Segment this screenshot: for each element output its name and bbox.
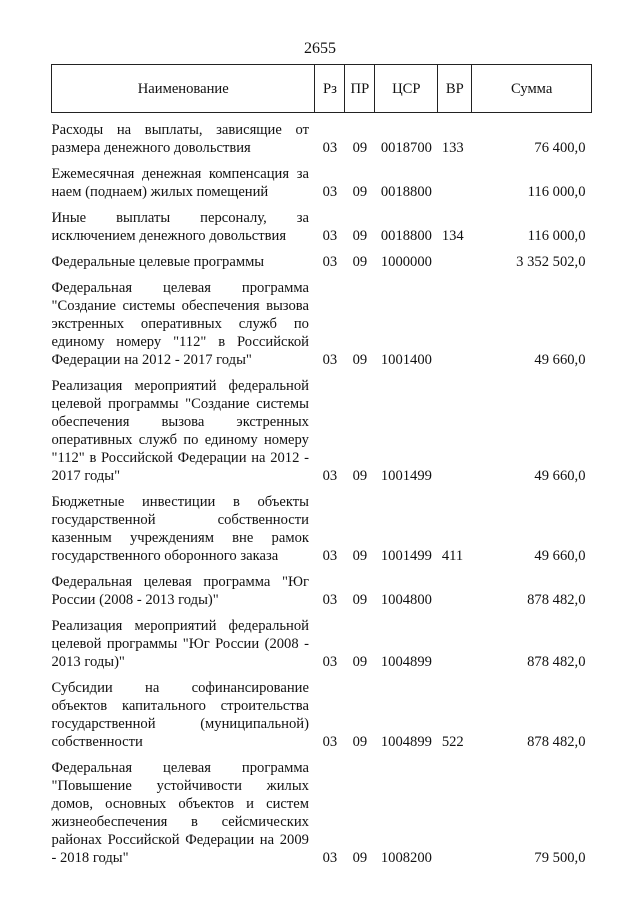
cell-name: Реализация мероприятий федеральной целевой программы "Юг России (2008 - 2013 годы)" (51, 618, 309, 670)
cell-vr (438, 253, 472, 271)
cell-pr: 09 (352, 654, 368, 670)
cell-pr: 09 (352, 548, 368, 564)
header-rz: Рз (315, 65, 345, 113)
row-spacer (52, 157, 592, 165)
row-spacer-cell (52, 113, 592, 122)
row-spacer (52, 369, 592, 377)
row-spacer (52, 245, 592, 253)
cell-rz: 03 (322, 228, 338, 244)
cell-vr: 134 (441, 228, 464, 244)
row-spacer-cell (52, 671, 592, 679)
cell-vr (438, 377, 472, 485)
cell-csr: 1000000 (380, 254, 432, 270)
cell-rz: 03 (322, 140, 338, 156)
cell-sum: 116 000,0 (527, 228, 586, 244)
header-sum: Сумма (472, 65, 592, 113)
cell-csr: 1001400 (380, 352, 432, 368)
cell-pr: 09 (352, 352, 368, 368)
cell-pr: 09 (352, 140, 368, 156)
row-spacer (52, 751, 592, 759)
table-row (52, 209, 592, 245)
cell-name: Федеральная целевая программа "Юг России (2008 - 2013 годы)" (51, 574, 309, 608)
cell-name: Федеральная целевая программа "Повышение устойчивости жилых домов, основных объектов и систем жизнеобеспечения в сейсмических районах Российской Федерации на 2009 - 2018 годы" (51, 760, 309, 866)
cell-csr: 0018800 (380, 184, 432, 200)
cell-sum: 3 352 502,0 (516, 254, 586, 270)
row-spacer-cell (52, 369, 592, 377)
cell-sum: 76 400,0 (534, 140, 586, 156)
cell-vr (438, 759, 472, 867)
cell-vr: 133 (441, 140, 464, 156)
cell-csr: 1001499 (380, 548, 432, 564)
cell-csr: 0018800 (380, 228, 432, 244)
row-spacer-cell (52, 271, 592, 279)
cell-csr: 1004800 (380, 592, 432, 608)
cell-name: Федеральная целевая программа "Создание системы обеспечения вызова экстренных оперативных служб по единому номеру "112" в Российской Федерации на 2012 - 2017 годы" (51, 280, 309, 368)
table-row (52, 573, 592, 609)
page-number: 2655 (304, 40, 336, 57)
cell-vr: 411 (441, 548, 464, 564)
cell-pr: 09 (352, 184, 368, 200)
cell-pr: 09 (352, 592, 368, 608)
cell-rz: 03 (322, 184, 338, 200)
table-row (52, 121, 592, 157)
row-spacer (52, 201, 592, 209)
cell-pr: 09 (352, 468, 368, 484)
cell-vr (438, 165, 472, 201)
cell-csr: 1001499 (380, 468, 432, 484)
table-row (52, 617, 592, 671)
cell-csr: 1004899 (380, 654, 432, 670)
cell-rz: 03 (322, 592, 338, 608)
cell-name: Ежемесячная денежная компенсация за наем (поднаем) жилых помещений (51, 166, 309, 200)
row-spacer-cell (52, 485, 592, 493)
table-row (52, 679, 592, 751)
table-row (52, 253, 592, 271)
cell-name: Реализация мероприятий федеральной целевой программы "Создание системы обеспечения вызова экстренных оперативных служб по единому номеру "112" в Российской Федерации на 2012 - 2017 годы" (51, 378, 309, 484)
cell-sum: 116 000,0 (527, 184, 586, 200)
row-spacer (52, 565, 592, 573)
budget-table (51, 64, 592, 867)
cell-vr (438, 279, 472, 369)
cell-pr: 09 (352, 228, 368, 244)
row-spacer (52, 609, 592, 617)
cell-rz: 03 (322, 654, 338, 670)
cell-sum: 878 482,0 (527, 734, 586, 750)
cell-name: Иные выплаты персоналу, за исключением денежного довольствия (51, 210, 309, 244)
cell-rz: 03 (322, 352, 338, 368)
table-row (52, 377, 592, 485)
cell-csr: 1004899 (380, 734, 432, 750)
cell-name: Расходы на выплаты, зависящие от размера денежного довольствия (51, 122, 309, 156)
row-spacer (52, 671, 592, 679)
table-row (52, 279, 592, 369)
row-spacer-cell (52, 157, 592, 165)
cell-rz: 03 (322, 548, 338, 564)
row-spacer (52, 271, 592, 279)
cell-csr: 0018700 (380, 140, 432, 156)
cell-rz: 03 (322, 468, 338, 484)
table-body (52, 113, 592, 868)
cell-rz: 03 (322, 254, 338, 270)
row-spacer-cell (52, 751, 592, 759)
row-spacer-cell (52, 245, 592, 253)
cell-csr: 1008200 (380, 850, 432, 866)
cell-sum: 49 660,0 (534, 548, 586, 564)
cell-vr (438, 573, 472, 609)
row-spacer-cell (52, 201, 592, 209)
cell-sum: 878 482,0 (527, 592, 586, 608)
row-spacer (52, 485, 592, 493)
row-spacer-cell (52, 609, 592, 617)
cell-name: Бюджетные инвестиции в объекты государственной собственности казенным учреждениям вне рамок государственного оборонного заказа (51, 494, 309, 564)
cell-sum: 49 660,0 (534, 468, 586, 484)
table-row (52, 759, 592, 867)
row-spacer-cell (52, 565, 592, 573)
cell-pr: 09 (352, 850, 368, 866)
header-name: Наименование (52, 65, 315, 113)
cell-name: Субсидии на софинансирование объектов капитального строительства государственной (муниципальной) собственности (51, 680, 309, 750)
row-spacer (52, 113, 592, 122)
cell-sum: 878 482,0 (527, 654, 586, 670)
table-row (52, 165, 592, 201)
cell-pr: 09 (352, 254, 368, 270)
cell-name: Федеральные целевые программы (51, 254, 265, 270)
cell-rz: 03 (322, 850, 338, 866)
header-pr: ПР (345, 65, 375, 113)
table-row (52, 493, 592, 565)
cell-sum: 79 500,0 (534, 850, 586, 866)
header-csr: ЦСР (375, 65, 438, 113)
cell-sum: 49 660,0 (534, 352, 586, 368)
cell-vr: 522 (441, 734, 464, 750)
table-header-row (52, 65, 592, 113)
cell-pr: 09 (352, 734, 368, 750)
cell-vr (438, 617, 472, 671)
header-vr: ВР (438, 65, 472, 113)
cell-rz: 03 (322, 734, 338, 750)
